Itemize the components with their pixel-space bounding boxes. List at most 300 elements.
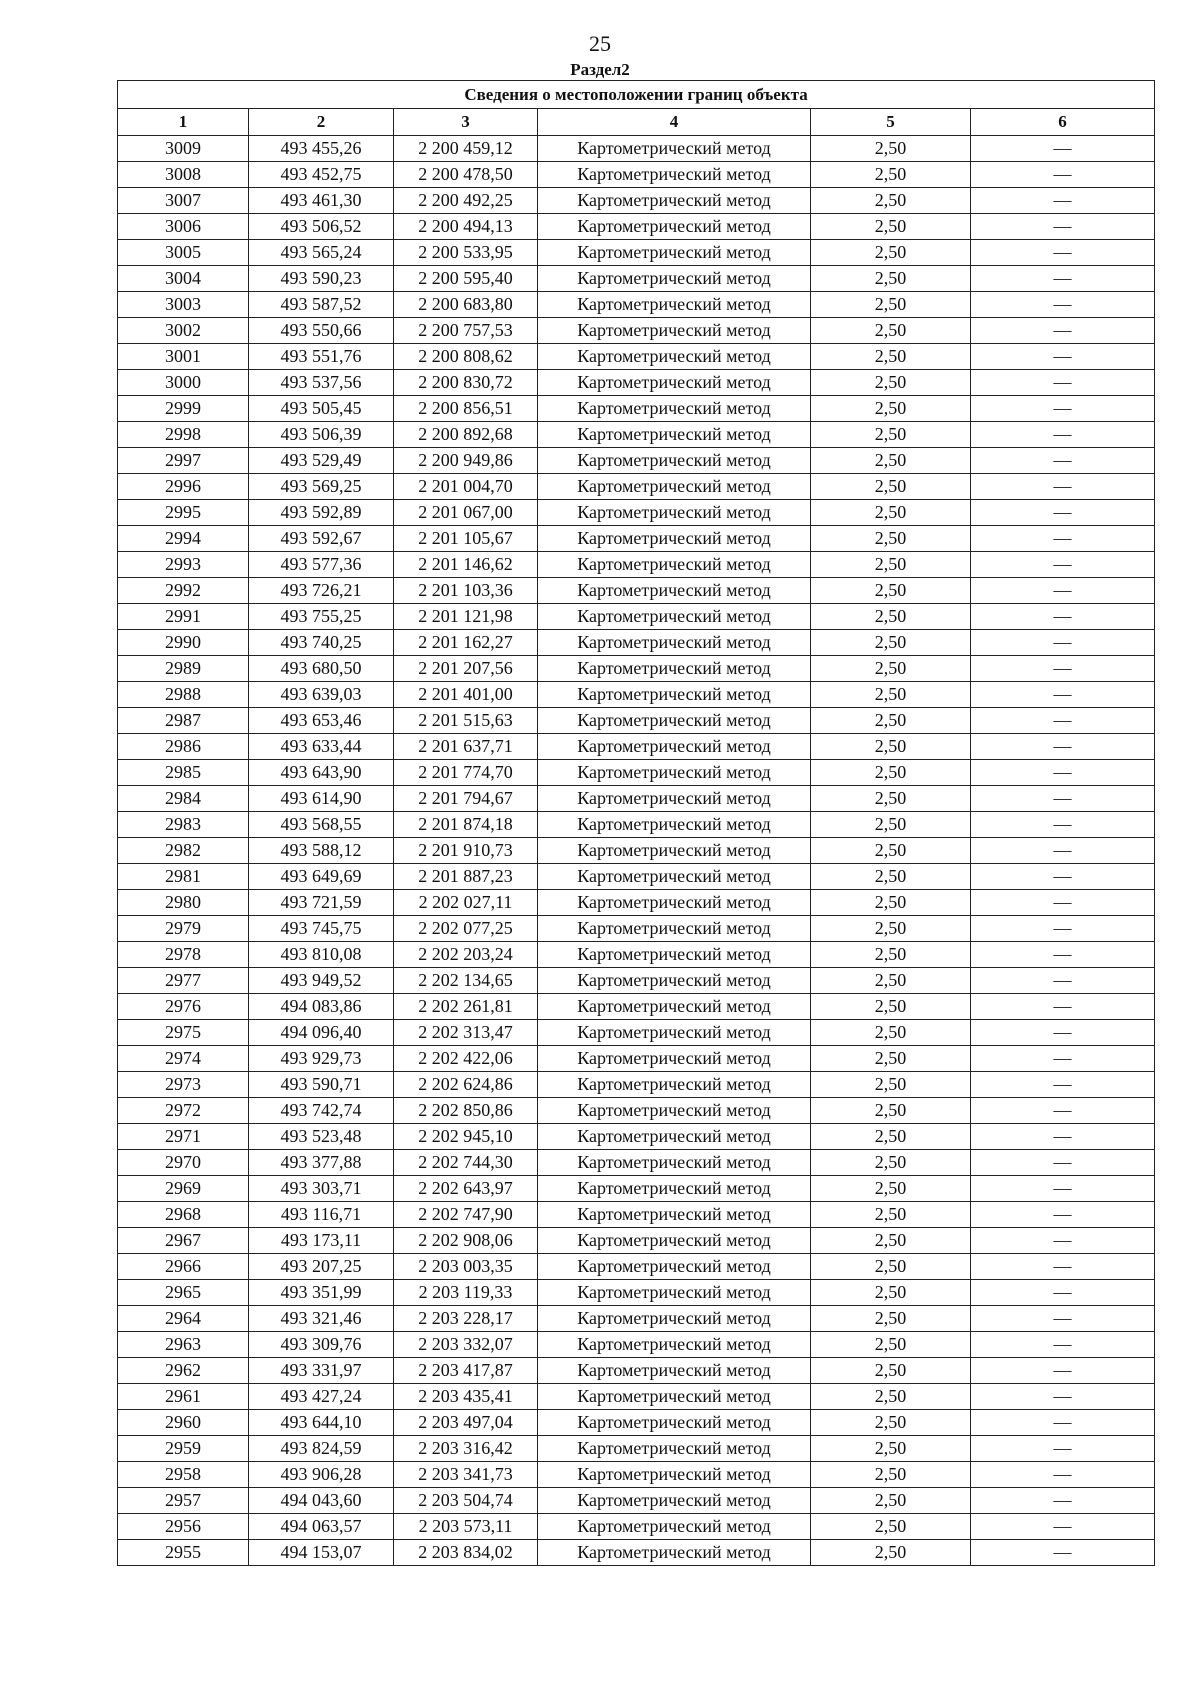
- method-cell: Картометрический метод: [538, 1280, 811, 1306]
- table-row: [118, 266, 1155, 292]
- table-row: [118, 552, 1155, 578]
- x-coordinate-cell: 493 568,55: [249, 812, 394, 838]
- description-cell: —: [971, 968, 1155, 994]
- method-cell: Картометрический метод: [538, 1176, 811, 1202]
- x-coordinate-cell: 493 633,44: [249, 734, 394, 760]
- method-cell: Картометрический метод: [538, 812, 811, 838]
- point-number-cell: 2960: [118, 1410, 249, 1436]
- accuracy-cell: 2,50: [811, 370, 971, 396]
- accuracy-cell: 2,50: [811, 188, 971, 214]
- method-cell: Картометрический метод: [538, 1098, 811, 1124]
- y-coordinate-cell: 2 201 637,71: [394, 734, 538, 760]
- point-number-cell: 2969: [118, 1176, 249, 1202]
- x-coordinate-cell: 493 550,66: [249, 318, 394, 344]
- y-coordinate-cell: 2 203 435,41: [394, 1384, 538, 1410]
- method-cell: Картометрический метод: [538, 1254, 811, 1280]
- accuracy-cell: 2,50: [811, 1150, 971, 1176]
- table-row: [118, 890, 1155, 916]
- description-cell: —: [971, 812, 1155, 838]
- x-coordinate-cell: 493 949,52: [249, 968, 394, 994]
- point-number-cell: 2962: [118, 1358, 249, 1384]
- method-cell: Картометрический метод: [538, 292, 811, 318]
- description-cell: —: [971, 422, 1155, 448]
- point-number-cell: 2992: [118, 578, 249, 604]
- description-cell: —: [971, 1072, 1155, 1098]
- point-number-cell: 2996: [118, 474, 249, 500]
- description-cell: —: [971, 838, 1155, 864]
- y-coordinate-cell: 2 202 908,06: [394, 1228, 538, 1254]
- table-row: [118, 682, 1155, 708]
- point-number-cell: 2966: [118, 1254, 249, 1280]
- accuracy-cell: 2,50: [811, 422, 971, 448]
- method-cell: Картометрический метод: [538, 422, 811, 448]
- x-coordinate-cell: 493 565,24: [249, 240, 394, 266]
- column-header: 2: [249, 109, 394, 136]
- method-cell: Картометрический метод: [538, 942, 811, 968]
- table-row: [118, 1176, 1155, 1202]
- table-row: [118, 864, 1155, 890]
- table-row: [118, 916, 1155, 942]
- method-cell: Картометрический метод: [538, 604, 811, 630]
- y-coordinate-cell: 2 200 830,72: [394, 370, 538, 396]
- point-number-cell: 2983: [118, 812, 249, 838]
- description-cell: —: [971, 1254, 1155, 1280]
- description-cell: —: [971, 552, 1155, 578]
- accuracy-cell: 2,50: [811, 1436, 971, 1462]
- description-cell: —: [971, 1098, 1155, 1124]
- table-row: [118, 1098, 1155, 1124]
- accuracy-cell: 2,50: [811, 136, 971, 162]
- table-row: [118, 734, 1155, 760]
- point-number-cell: 2985: [118, 760, 249, 786]
- table-caption: Сведения о местоположении границ объекта: [118, 81, 1155, 109]
- x-coordinate-cell: 493 592,67: [249, 526, 394, 552]
- x-coordinate-cell: 493 929,73: [249, 1046, 394, 1072]
- point-number-cell: 2967: [118, 1228, 249, 1254]
- description-cell: —: [971, 1124, 1155, 1150]
- table-row: [118, 1072, 1155, 1098]
- x-coordinate-cell: 493 351,99: [249, 1280, 394, 1306]
- accuracy-cell: 2,50: [811, 942, 971, 968]
- x-coordinate-cell: 493 537,56: [249, 370, 394, 396]
- method-cell: Картометрический метод: [538, 1124, 811, 1150]
- y-coordinate-cell: 2 202 203,24: [394, 942, 538, 968]
- method-cell: Картометрический метод: [538, 864, 811, 890]
- table-row: [118, 448, 1155, 474]
- x-coordinate-cell: 493 740,25: [249, 630, 394, 656]
- method-cell: Картометрический метод: [538, 266, 811, 292]
- table-row: [118, 1020, 1155, 1046]
- x-coordinate-cell: 493 721,59: [249, 890, 394, 916]
- description-cell: —: [971, 942, 1155, 968]
- description-cell: —: [971, 1514, 1155, 1540]
- point-number-cell: 2965: [118, 1280, 249, 1306]
- point-number-cell: 2997: [118, 448, 249, 474]
- description-cell: —: [971, 370, 1155, 396]
- table-row: [118, 188, 1155, 214]
- accuracy-cell: 2,50: [811, 1046, 971, 1072]
- table-body: [118, 136, 1155, 1566]
- accuracy-cell: 2,50: [811, 1202, 971, 1228]
- point-number-cell: 2964: [118, 1306, 249, 1332]
- section-title: Раздел2: [570, 60, 630, 79]
- y-coordinate-cell: 2 202 077,25: [394, 916, 538, 942]
- accuracy-cell: 2,50: [811, 240, 971, 266]
- description-cell: —: [971, 708, 1155, 734]
- accuracy-cell: 2,50: [811, 838, 971, 864]
- x-coordinate-cell: 493 649,69: [249, 864, 394, 890]
- y-coordinate-cell: 2 202 313,47: [394, 1020, 538, 1046]
- accuracy-cell: 2,50: [811, 864, 971, 890]
- description-cell: —: [971, 1436, 1155, 1462]
- y-coordinate-cell: 2 202 850,86: [394, 1098, 538, 1124]
- description-cell: —: [971, 1150, 1155, 1176]
- y-coordinate-cell: 2 200 892,68: [394, 422, 538, 448]
- accuracy-cell: 2,50: [811, 734, 971, 760]
- table-row: [118, 1488, 1155, 1514]
- method-cell: Картометрический метод: [538, 578, 811, 604]
- table-row: [118, 162, 1155, 188]
- y-coordinate-cell: 2 200 808,62: [394, 344, 538, 370]
- y-coordinate-cell: 2 200 949,86: [394, 448, 538, 474]
- y-coordinate-cell: 2 202 261,81: [394, 994, 538, 1020]
- x-coordinate-cell: 493 505,45: [249, 396, 394, 422]
- page-number: 25: [589, 31, 611, 56]
- table-row: [118, 1462, 1155, 1488]
- table-row: [118, 1124, 1155, 1150]
- point-number-cell: 3009: [118, 136, 249, 162]
- description-cell: —: [971, 1280, 1155, 1306]
- accuracy-cell: 2,50: [811, 604, 971, 630]
- description-cell: —: [971, 994, 1155, 1020]
- accuracy-cell: 2,50: [811, 1124, 971, 1150]
- table-row: [118, 1202, 1155, 1228]
- method-cell: Картометрический метод: [538, 682, 811, 708]
- table-caption-row: [118, 81, 1155, 109]
- table-row: [118, 1280, 1155, 1306]
- method-cell: Картометрический метод: [538, 1462, 811, 1488]
- x-coordinate-cell: 493 590,71: [249, 1072, 394, 1098]
- x-coordinate-cell: 493 680,50: [249, 656, 394, 682]
- y-coordinate-cell: 2 200 459,12: [394, 136, 538, 162]
- description-cell: —: [971, 240, 1155, 266]
- y-coordinate-cell: 2 203 834,02: [394, 1540, 538, 1566]
- boundary-coordinates-table: [117, 80, 1155, 1566]
- table-row: [118, 630, 1155, 656]
- method-cell: Картометрический метод: [538, 526, 811, 552]
- x-coordinate-cell: 493 906,28: [249, 1462, 394, 1488]
- y-coordinate-cell: 2 201 162,27: [394, 630, 538, 656]
- y-coordinate-cell: 2 201 146,62: [394, 552, 538, 578]
- description-cell: —: [971, 162, 1155, 188]
- description-cell: —: [971, 136, 1155, 162]
- table-row: [118, 994, 1155, 1020]
- point-number-cell: 2958: [118, 1462, 249, 1488]
- table-row: [118, 942, 1155, 968]
- y-coordinate-cell: 2 200 757,53: [394, 318, 538, 344]
- description-cell: —: [971, 448, 1155, 474]
- accuracy-cell: 2,50: [811, 1332, 971, 1358]
- point-number-cell: 2957: [118, 1488, 249, 1514]
- column-header: 6: [971, 109, 1155, 136]
- accuracy-cell: 2,50: [811, 656, 971, 682]
- description-cell: —: [971, 188, 1155, 214]
- point-number-cell: 2998: [118, 422, 249, 448]
- x-coordinate-cell: 493 742,74: [249, 1098, 394, 1124]
- method-cell: Картометрический метод: [538, 890, 811, 916]
- x-coordinate-cell: 493 588,12: [249, 838, 394, 864]
- y-coordinate-cell: 2 202 945,10: [394, 1124, 538, 1150]
- description-cell: —: [971, 1046, 1155, 1072]
- point-number-cell: 2988: [118, 682, 249, 708]
- method-cell: Картометрический метод: [538, 1358, 811, 1384]
- accuracy-cell: 2,50: [811, 1384, 971, 1410]
- accuracy-cell: 2,50: [811, 292, 971, 318]
- x-coordinate-cell: 494 153,07: [249, 1540, 394, 1566]
- table-row: [118, 474, 1155, 500]
- method-cell: Картометрический метод: [538, 760, 811, 786]
- x-coordinate-cell: 493 321,46: [249, 1306, 394, 1332]
- description-cell: —: [971, 1202, 1155, 1228]
- method-cell: Картометрический метод: [538, 1228, 811, 1254]
- method-cell: Картометрический метод: [538, 214, 811, 240]
- description-cell: —: [971, 604, 1155, 630]
- y-coordinate-cell: 2 201 401,00: [394, 682, 538, 708]
- method-cell: Картометрический метод: [538, 318, 811, 344]
- description-cell: —: [971, 656, 1155, 682]
- y-coordinate-cell: 2 201 910,73: [394, 838, 538, 864]
- accuracy-cell: 2,50: [811, 890, 971, 916]
- accuracy-cell: 2,50: [811, 968, 971, 994]
- method-cell: Картометрический метод: [538, 370, 811, 396]
- y-coordinate-cell: 2 203 573,11: [394, 1514, 538, 1540]
- method-cell: Картометрический метод: [538, 1020, 811, 1046]
- table-row: [118, 1436, 1155, 1462]
- method-cell: Картометрический метод: [538, 1202, 811, 1228]
- table-row: [118, 240, 1155, 266]
- accuracy-cell: 2,50: [811, 526, 971, 552]
- accuracy-cell: 2,50: [811, 1098, 971, 1124]
- point-number-cell: 2976: [118, 994, 249, 1020]
- method-cell: Картометрический метод: [538, 396, 811, 422]
- accuracy-cell: 2,50: [811, 1254, 971, 1280]
- y-coordinate-cell: 2 201 105,67: [394, 526, 538, 552]
- point-number-cell: 2978: [118, 942, 249, 968]
- accuracy-cell: 2,50: [811, 1176, 971, 1202]
- method-cell: Картометрический метод: [538, 968, 811, 994]
- accuracy-cell: 2,50: [811, 1280, 971, 1306]
- x-coordinate-cell: 493 303,71: [249, 1176, 394, 1202]
- x-coordinate-cell: 494 043,60: [249, 1488, 394, 1514]
- y-coordinate-cell: 2 203 228,17: [394, 1306, 538, 1332]
- x-coordinate-cell: 493 726,21: [249, 578, 394, 604]
- table-row: [118, 604, 1155, 630]
- method-cell: Картометрический метод: [538, 656, 811, 682]
- description-cell: —: [971, 890, 1155, 916]
- table-row: [118, 526, 1155, 552]
- y-coordinate-cell: 2 201 067,00: [394, 500, 538, 526]
- table-row: [118, 812, 1155, 838]
- point-number-cell: 2968: [118, 1202, 249, 1228]
- x-coordinate-cell: 493 377,88: [249, 1150, 394, 1176]
- point-number-cell: 3002: [118, 318, 249, 344]
- x-coordinate-cell: 493 455,26: [249, 136, 394, 162]
- point-number-cell: 2999: [118, 396, 249, 422]
- table-row: [118, 318, 1155, 344]
- description-cell: —: [971, 474, 1155, 500]
- accuracy-cell: 2,50: [811, 1228, 971, 1254]
- description-cell: —: [971, 1384, 1155, 1410]
- table-row: [118, 656, 1155, 682]
- accuracy-cell: 2,50: [811, 1358, 971, 1384]
- method-cell: Картометрический метод: [538, 552, 811, 578]
- y-coordinate-cell: 2 200 683,80: [394, 292, 538, 318]
- point-number-cell: 3004: [118, 266, 249, 292]
- description-cell: —: [971, 1410, 1155, 1436]
- description-cell: —: [971, 318, 1155, 344]
- table-header-row: [118, 109, 1155, 136]
- point-number-cell: 2994: [118, 526, 249, 552]
- table-row: [118, 422, 1155, 448]
- point-number-cell: 3005: [118, 240, 249, 266]
- point-number-cell: 2974: [118, 1046, 249, 1072]
- table-row: [118, 136, 1155, 162]
- description-cell: —: [971, 916, 1155, 942]
- method-cell: Картометрический метод: [538, 1514, 811, 1540]
- x-coordinate-cell: 493 173,11: [249, 1228, 394, 1254]
- point-number-cell: 2955: [118, 1540, 249, 1566]
- method-cell: Картометрический метод: [538, 474, 811, 500]
- accuracy-cell: 2,50: [811, 500, 971, 526]
- method-cell: Картометрический метод: [538, 1150, 811, 1176]
- method-cell: Картометрический метод: [538, 1306, 811, 1332]
- accuracy-cell: 2,50: [811, 162, 971, 188]
- column-header: 4: [538, 109, 811, 136]
- point-number-cell: 2990: [118, 630, 249, 656]
- method-cell: Картометрический метод: [538, 1488, 811, 1514]
- description-cell: —: [971, 734, 1155, 760]
- method-cell: Картометрический метод: [538, 1072, 811, 1098]
- method-cell: Картометрический метод: [538, 994, 811, 1020]
- point-number-cell: 2980: [118, 890, 249, 916]
- x-coordinate-cell: 494 063,57: [249, 1514, 394, 1540]
- y-coordinate-cell: 2 203 504,74: [394, 1488, 538, 1514]
- point-number-cell: 2975: [118, 1020, 249, 1046]
- accuracy-cell: 2,50: [811, 760, 971, 786]
- accuracy-cell: 2,50: [811, 318, 971, 344]
- description-cell: —: [971, 760, 1155, 786]
- description-cell: —: [971, 266, 1155, 292]
- accuracy-cell: 2,50: [811, 578, 971, 604]
- y-coordinate-cell: 2 200 494,13: [394, 214, 538, 240]
- point-number-cell: 2982: [118, 838, 249, 864]
- accuracy-cell: 2,50: [811, 1488, 971, 1514]
- table-row: [118, 1228, 1155, 1254]
- x-coordinate-cell: 493 643,90: [249, 760, 394, 786]
- y-coordinate-cell: 2 202 643,97: [394, 1176, 538, 1202]
- y-coordinate-cell: 2 202 027,11: [394, 890, 538, 916]
- x-coordinate-cell: 493 614,90: [249, 786, 394, 812]
- method-cell: Картометрический метод: [538, 448, 811, 474]
- accuracy-cell: 2,50: [811, 1020, 971, 1046]
- y-coordinate-cell: 2 201 515,63: [394, 708, 538, 734]
- column-header: 1: [118, 109, 249, 136]
- point-number-cell: 2986: [118, 734, 249, 760]
- method-cell: Картометрический метод: [538, 1540, 811, 1566]
- x-coordinate-cell: 493 755,25: [249, 604, 394, 630]
- description-cell: —: [971, 214, 1155, 240]
- accuracy-cell: 2,50: [811, 1306, 971, 1332]
- description-cell: —: [971, 500, 1155, 526]
- y-coordinate-cell: 2 202 422,06: [394, 1046, 538, 1072]
- method-cell: Картометрический метод: [538, 188, 811, 214]
- accuracy-cell: 2,50: [811, 474, 971, 500]
- description-cell: —: [971, 630, 1155, 656]
- point-number-cell: 2973: [118, 1072, 249, 1098]
- method-cell: Картометрический метод: [538, 838, 811, 864]
- accuracy-cell: 2,50: [811, 1462, 971, 1488]
- description-cell: —: [971, 864, 1155, 890]
- accuracy-cell: 2,50: [811, 786, 971, 812]
- description-cell: —: [971, 1020, 1155, 1046]
- table-row: [118, 1332, 1155, 1358]
- table-row: [118, 1540, 1155, 1566]
- method-cell: Картометрический метод: [538, 1046, 811, 1072]
- y-coordinate-cell: 2 202 134,65: [394, 968, 538, 994]
- point-number-cell: 2979: [118, 916, 249, 942]
- table-row: [118, 1254, 1155, 1280]
- point-number-cell: 2995: [118, 500, 249, 526]
- point-number-cell: 3007: [118, 188, 249, 214]
- x-coordinate-cell: 493 810,08: [249, 942, 394, 968]
- point-number-cell: 3008: [118, 162, 249, 188]
- table-row: [118, 500, 1155, 526]
- table-row: [118, 968, 1155, 994]
- method-cell: Картометрический метод: [538, 162, 811, 188]
- x-coordinate-cell: 493 506,39: [249, 422, 394, 448]
- x-coordinate-cell: 493 644,10: [249, 1410, 394, 1436]
- table-row: [118, 1384, 1155, 1410]
- accuracy-cell: 2,50: [811, 1540, 971, 1566]
- point-number-cell: 2991: [118, 604, 249, 630]
- description-cell: —: [971, 1306, 1155, 1332]
- accuracy-cell: 2,50: [811, 214, 971, 240]
- x-coordinate-cell: 493 461,30: [249, 188, 394, 214]
- method-cell: Картометрический метод: [538, 734, 811, 760]
- method-cell: Картометрический метод: [538, 240, 811, 266]
- point-number-cell: 3003: [118, 292, 249, 318]
- point-number-cell: 2981: [118, 864, 249, 890]
- description-cell: —: [971, 1358, 1155, 1384]
- point-number-cell: 2989: [118, 656, 249, 682]
- x-coordinate-cell: 493 523,48: [249, 1124, 394, 1150]
- y-coordinate-cell: 2 201 207,56: [394, 656, 538, 682]
- accuracy-cell: 2,50: [811, 1410, 971, 1436]
- x-coordinate-cell: 493 569,25: [249, 474, 394, 500]
- point-number-cell: 2972: [118, 1098, 249, 1124]
- point-number-cell: 3000: [118, 370, 249, 396]
- method-cell: Картометрический метод: [538, 344, 811, 370]
- method-cell: Картометрический метод: [538, 786, 811, 812]
- x-coordinate-cell: 493 331,97: [249, 1358, 394, 1384]
- x-coordinate-cell: 493 587,52: [249, 292, 394, 318]
- y-coordinate-cell: 2 203 316,42: [394, 1436, 538, 1462]
- x-coordinate-cell: 493 577,36: [249, 552, 394, 578]
- table-row: [118, 1410, 1155, 1436]
- y-coordinate-cell: 2 201 874,18: [394, 812, 538, 838]
- accuracy-cell: 2,50: [811, 994, 971, 1020]
- y-coordinate-cell: 2 203 341,73: [394, 1462, 538, 1488]
